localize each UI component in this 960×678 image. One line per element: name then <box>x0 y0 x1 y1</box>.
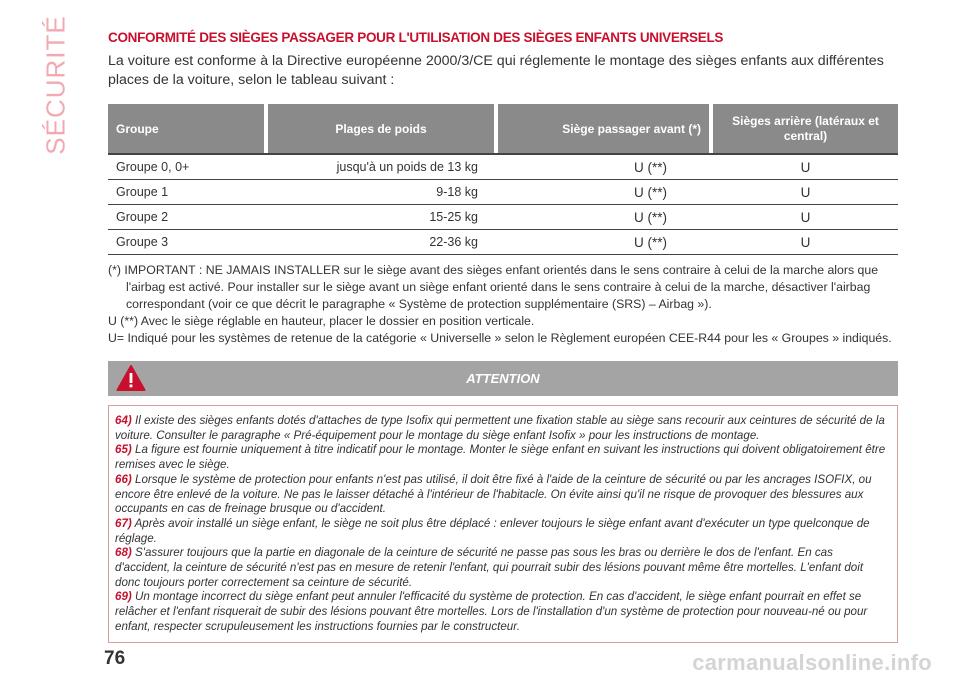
table-cell: U (**) <box>498 180 713 205</box>
table-header: Siège passager avant (*) <box>498 104 713 153</box>
warning-number: 69) <box>115 590 132 604</box>
table-cell: 9-18 kg <box>268 180 498 205</box>
table-cell: Groupe 2 <box>108 205 268 230</box>
table-cell: U <box>713 153 898 180</box>
warning-item <box>115 546 891 590</box>
table-cell: 22-36 kg <box>268 230 498 255</box>
table-cell: Groupe 1 <box>108 180 268 205</box>
warning-item <box>115 473 891 517</box>
warning-item <box>115 590 891 634</box>
table-header: Groupe <box>108 104 268 153</box>
table-cell: Groupe 0, 0+ <box>108 153 268 180</box>
warning-text: Lorsque le système de protection pour enfants n'est pas utilisé, il doit être fixé à l'aide de la ceinture de sécurité ou par les ancrages ISOFIX, ou encore être enlevé de la voiture. Ne pas le laisser détaché à l'intérieur de l'habitacle. On évite ainsi qu'il ne risque de provoquer des blessures aux occupants en cas de freinage brusque ou d'accident. <box>115 472 872 516</box>
table-cell: U (**) <box>498 153 713 180</box>
table-cell: U <box>713 180 898 205</box>
warning-title: ATTENTION <box>466 371 540 386</box>
warning-item <box>115 443 891 472</box>
child-seat-table <box>108 104 898 255</box>
note-airbag: (*) IMPORTANT : NE JAMAIS INSTALLER sur le siège avant des sièges enfant orientés dans le sens contraire à celui de la marche alors que l'airbag est activé. Pour installer sur le siège avant un siège enfant orienté dans le sens contraire à celui de la marche, désactiver l'airbag correspondant (voir ce que décrit le paragraphe « Système de protection supplémentaire (SRS) – Airbag »). <box>108 263 879 311</box>
warning-text: Il existe des sièges enfants dotés d'attaches de type Isofix qui permettent une fixation stable au siège sans recourir aux ceintures de sécurité de la voiture. Consulter le paragraphe « Pré-équipement pour le montage du siège enfant Isofix » pour les instructions de montage. <box>115 414 885 442</box>
warning-item <box>115 517 891 546</box>
section-tab <box>36 15 76 155</box>
warning-header <box>108 361 898 396</box>
warning-text: Après avoir installé un siège enfant, le siège ne soit plus être déplacé : enlever toujours le siège enfant avant d'exécuter un type quelconque de réglage. <box>115 516 870 545</box>
table-cell: 15-25 kg <box>268 205 498 230</box>
warning-text: La figure est fournie uniquement à titre indicatif pour le montage. Monter le siège enfant en suivant les instructions qui doivent obligatoirement être remises avec le siège. <box>115 443 886 472</box>
table-header-row <box>108 104 898 153</box>
table-cell: U <box>713 205 898 230</box>
table-cell: U (**) <box>498 205 713 230</box>
warning-number: 66) <box>115 472 132 486</box>
table-cell: jusqu'à un poids de 13 kg <box>268 153 498 180</box>
warning-number: 67) <box>115 516 132 530</box>
intro-paragraph: La voiture est conforme à la Directive européenne 2000/3/CE qui réglemente le montage des sièges enfants aux différentes places de la voiture, selon le tableau suivant : <box>108 53 884 88</box>
warning-number: 68) <box>115 546 132 560</box>
warning-text: S'assurer toujours que la partie en diagonale de la ceinture de sécurité ne passe pas sous les bras ou derrière le dos de l'enfant. En cas d'accident, la ceinture de sécurité n'est pas en mesure de retenir l'enfant, qui pourrait subir des lésions pouvant même être mortelles. L'enfant doit donc toujours porter correctement sa ceinture de sécurité. <box>115 546 864 589</box>
table-row <box>108 180 898 205</box>
table-row <box>108 153 898 180</box>
note-universal: U= Indiqué pour les systèmes de retenue de la catégorie « Universelle » selon le Règlement européen CEE-R44 pour les « Groupes » indiqués. <box>108 331 892 345</box>
warning-text: Un montage incorrect du siège enfant peut annuler l'efficacité du système de protection. En cas d'accident, le siège enfant pourrait en effet se relâcher et l'enfant risquerait de subir des lésions pouvant être mortelles. Lors de l'installation d'un système de protection pour nouveau-né ou pour enfant, respecter scrupuleusement les instructions fournies par le constructeur. <box>115 590 868 633</box>
table-cell: Groupe 3 <box>108 230 268 255</box>
warning-number: 65) <box>115 443 132 457</box>
table-header: Plages de poids <box>268 104 498 153</box>
section-label: SÉCURITÉ <box>40 15 71 155</box>
page-title: CONFORMITÉ DES SIÈGES PASSAGER POUR L'UTILISATION DES SIÈGES ENFANTS UNIVERSELS <box>108 30 724 45</box>
table-row <box>108 230 898 255</box>
warning-box <box>108 405 898 643</box>
warning-item <box>115 414 891 443</box>
warning-number: 64) <box>115 414 132 427</box>
table-cell: U (**) <box>498 230 713 255</box>
table-header: Sièges arrière (latéraux et central) <box>713 104 898 153</box>
watermark: carmanualsonline.info <box>692 650 932 675</box>
table-notes <box>108 262 903 347</box>
note-height: U (**) Avec le siège réglable en hauteur, placer le dossier en position verticale. <box>108 314 535 328</box>
table-cell: U <box>713 230 898 255</box>
table-row <box>108 205 898 230</box>
page-number: 76 <box>104 648 126 669</box>
